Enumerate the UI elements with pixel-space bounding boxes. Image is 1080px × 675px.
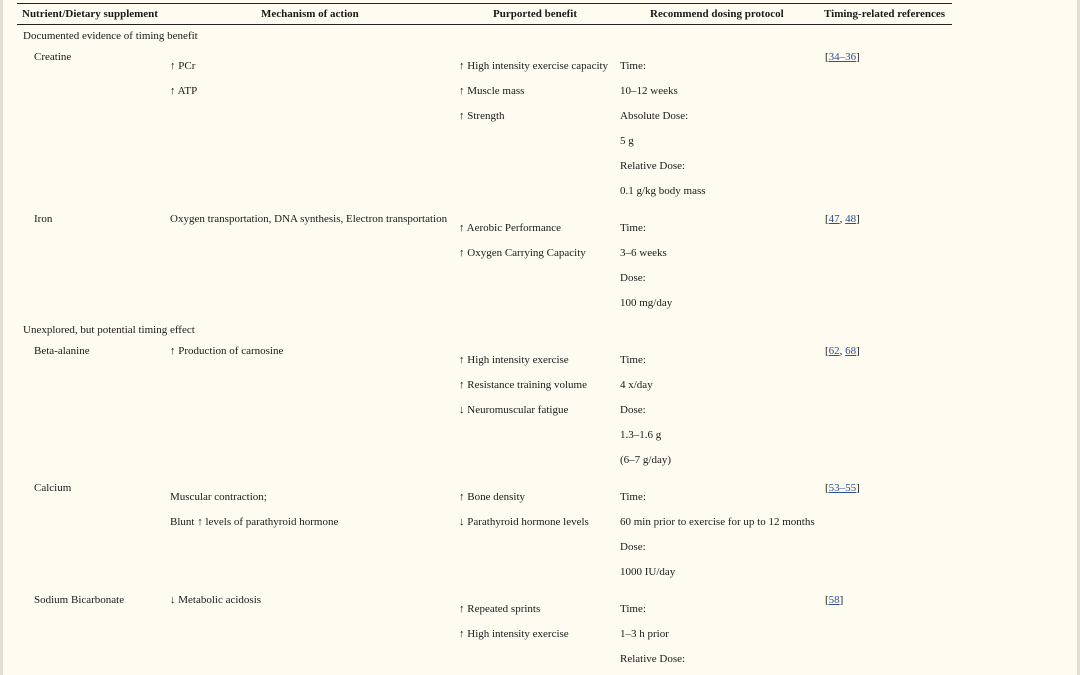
dosing-line: 3–6 weeks: [620, 247, 667, 259]
reference-link[interactable]: 47: [828, 213, 840, 225]
dosing-line: 5 g: [620, 135, 634, 147]
reference-link[interactable]: 53–55: [828, 482, 857, 494]
reference-link[interactable]: 68: [845, 345, 857, 357]
dosing-line: 1–3 h prior: [620, 628, 669, 640]
table-header-rule: [17, 24, 952, 25]
header-dosing: Recommend dosing protocol: [650, 8, 784, 20]
benefit-line: ↓ Neuromuscular fatigue: [459, 404, 569, 416]
benefit-line: ↑ Muscle mass: [459, 85, 525, 97]
left-margin-bar: [0, 0, 3, 675]
mechanism-line: Oxygen transportation, DNA synthesis, Electron transportation: [170, 213, 448, 225]
supplement-name: Iron: [34, 213, 53, 225]
dosing-line: 100 mg/day: [620, 297, 673, 309]
benefit-line: ↑ High intensity exercise: [459, 628, 569, 640]
benefit-line: ↑ Bone density: [459, 491, 525, 503]
section-label-unexplored: Unexplored, but potential timing effect: [23, 324, 195, 336]
dosing-line: 1000 IU/day: [620, 566, 676, 578]
benefit-line: ↑ High intensity exercise: [459, 354, 569, 366]
dosing-line: 1.3–1.6 g: [620, 429, 662, 441]
reference-cell: [62, 68]: [825, 345, 860, 357]
reference-link[interactable]: 48: [845, 213, 857, 225]
dosing-line: Relative Dose:: [620, 160, 686, 172]
dosing-line: (6–7 g/day): [620, 454, 672, 466]
dosing-line: Dose:: [620, 541, 646, 553]
dosing-line: Dose:: [620, 404, 646, 416]
mechanism-line: ↓ Metabolic acidosis: [170, 594, 262, 606]
dosing-line: Absolute Dose:: [620, 110, 689, 122]
benefit-line: ↓ Parathyroid hormone levels: [459, 516, 589, 528]
reference-cell: [53–55]: [825, 482, 860, 494]
supplement-name: Sodium Bicarbonate: [34, 594, 125, 606]
dosing-line: Time:: [620, 354, 646, 366]
benefit-line: ↑ Strength: [459, 110, 505, 122]
reference-cell: [47, 48]: [825, 213, 860, 225]
dosing-line: 60 min prior to exercise for up to 12 months: [620, 516, 815, 528]
dosing-line: 4 x/day: [620, 379, 653, 391]
reference-cell: [58]: [825, 594, 844, 606]
reference-link[interactable]: 62: [828, 345, 840, 357]
benefit-line: ↑ Aerobic Performance: [459, 222, 562, 234]
header-references: Timing-related references: [824, 8, 946, 20]
table-top-rule: [17, 3, 952, 4]
header-mechanism: Mechanism of action: [261, 8, 359, 20]
mechanism-line: Blunt ↑ levels of parathyroid hormone: [170, 516, 339, 528]
supplement-name: Calcium: [34, 482, 72, 494]
section-label-documented: Documented evidence of timing benefit: [23, 30, 198, 42]
mechanism-line: ↑ ATP: [170, 85, 198, 97]
benefit-line: ↑ High intensity exercise capacity: [459, 60, 609, 72]
dosing-line: Time:: [620, 603, 646, 615]
dosing-line: Time:: [620, 222, 646, 234]
dosing-line: 0.1 g/kg body mass: [620, 185, 706, 197]
reference-link[interactable]: 58: [828, 594, 840, 606]
benefit-line: ↑ Oxygen Carrying Capacity: [459, 247, 586, 259]
supplement-timing-table: [17, 3, 952, 675]
dosing-line: Time:: [620, 60, 646, 72]
reference-link[interactable]: 34–36: [828, 51, 857, 63]
dosing-line: Time:: [620, 491, 646, 503]
dosing-line: Relative Dose:: [620, 653, 686, 665]
header-supplement: Nutrient/Dietary supplement: [22, 8, 158, 20]
reference-cell: [34–36]: [825, 51, 860, 63]
mechanism-line: ↑ Production of carnosine: [170, 345, 284, 357]
header-benefit: Purported benefit: [493, 8, 578, 20]
mechanism-line: ↑ PCr: [170, 60, 196, 72]
dosing-line: 10–12 weeks: [620, 85, 678, 97]
dosing-line: Dose:: [620, 272, 646, 284]
benefit-line: ↑ Resistance training volume: [459, 379, 587, 391]
mechanism-line: Muscular contraction;: [170, 491, 267, 503]
supplement-name: Creatine: [34, 51, 72, 63]
benefit-line: ↑ Repeated sprints: [459, 603, 541, 615]
supplement-name: Beta-alanine: [34, 345, 90, 357]
